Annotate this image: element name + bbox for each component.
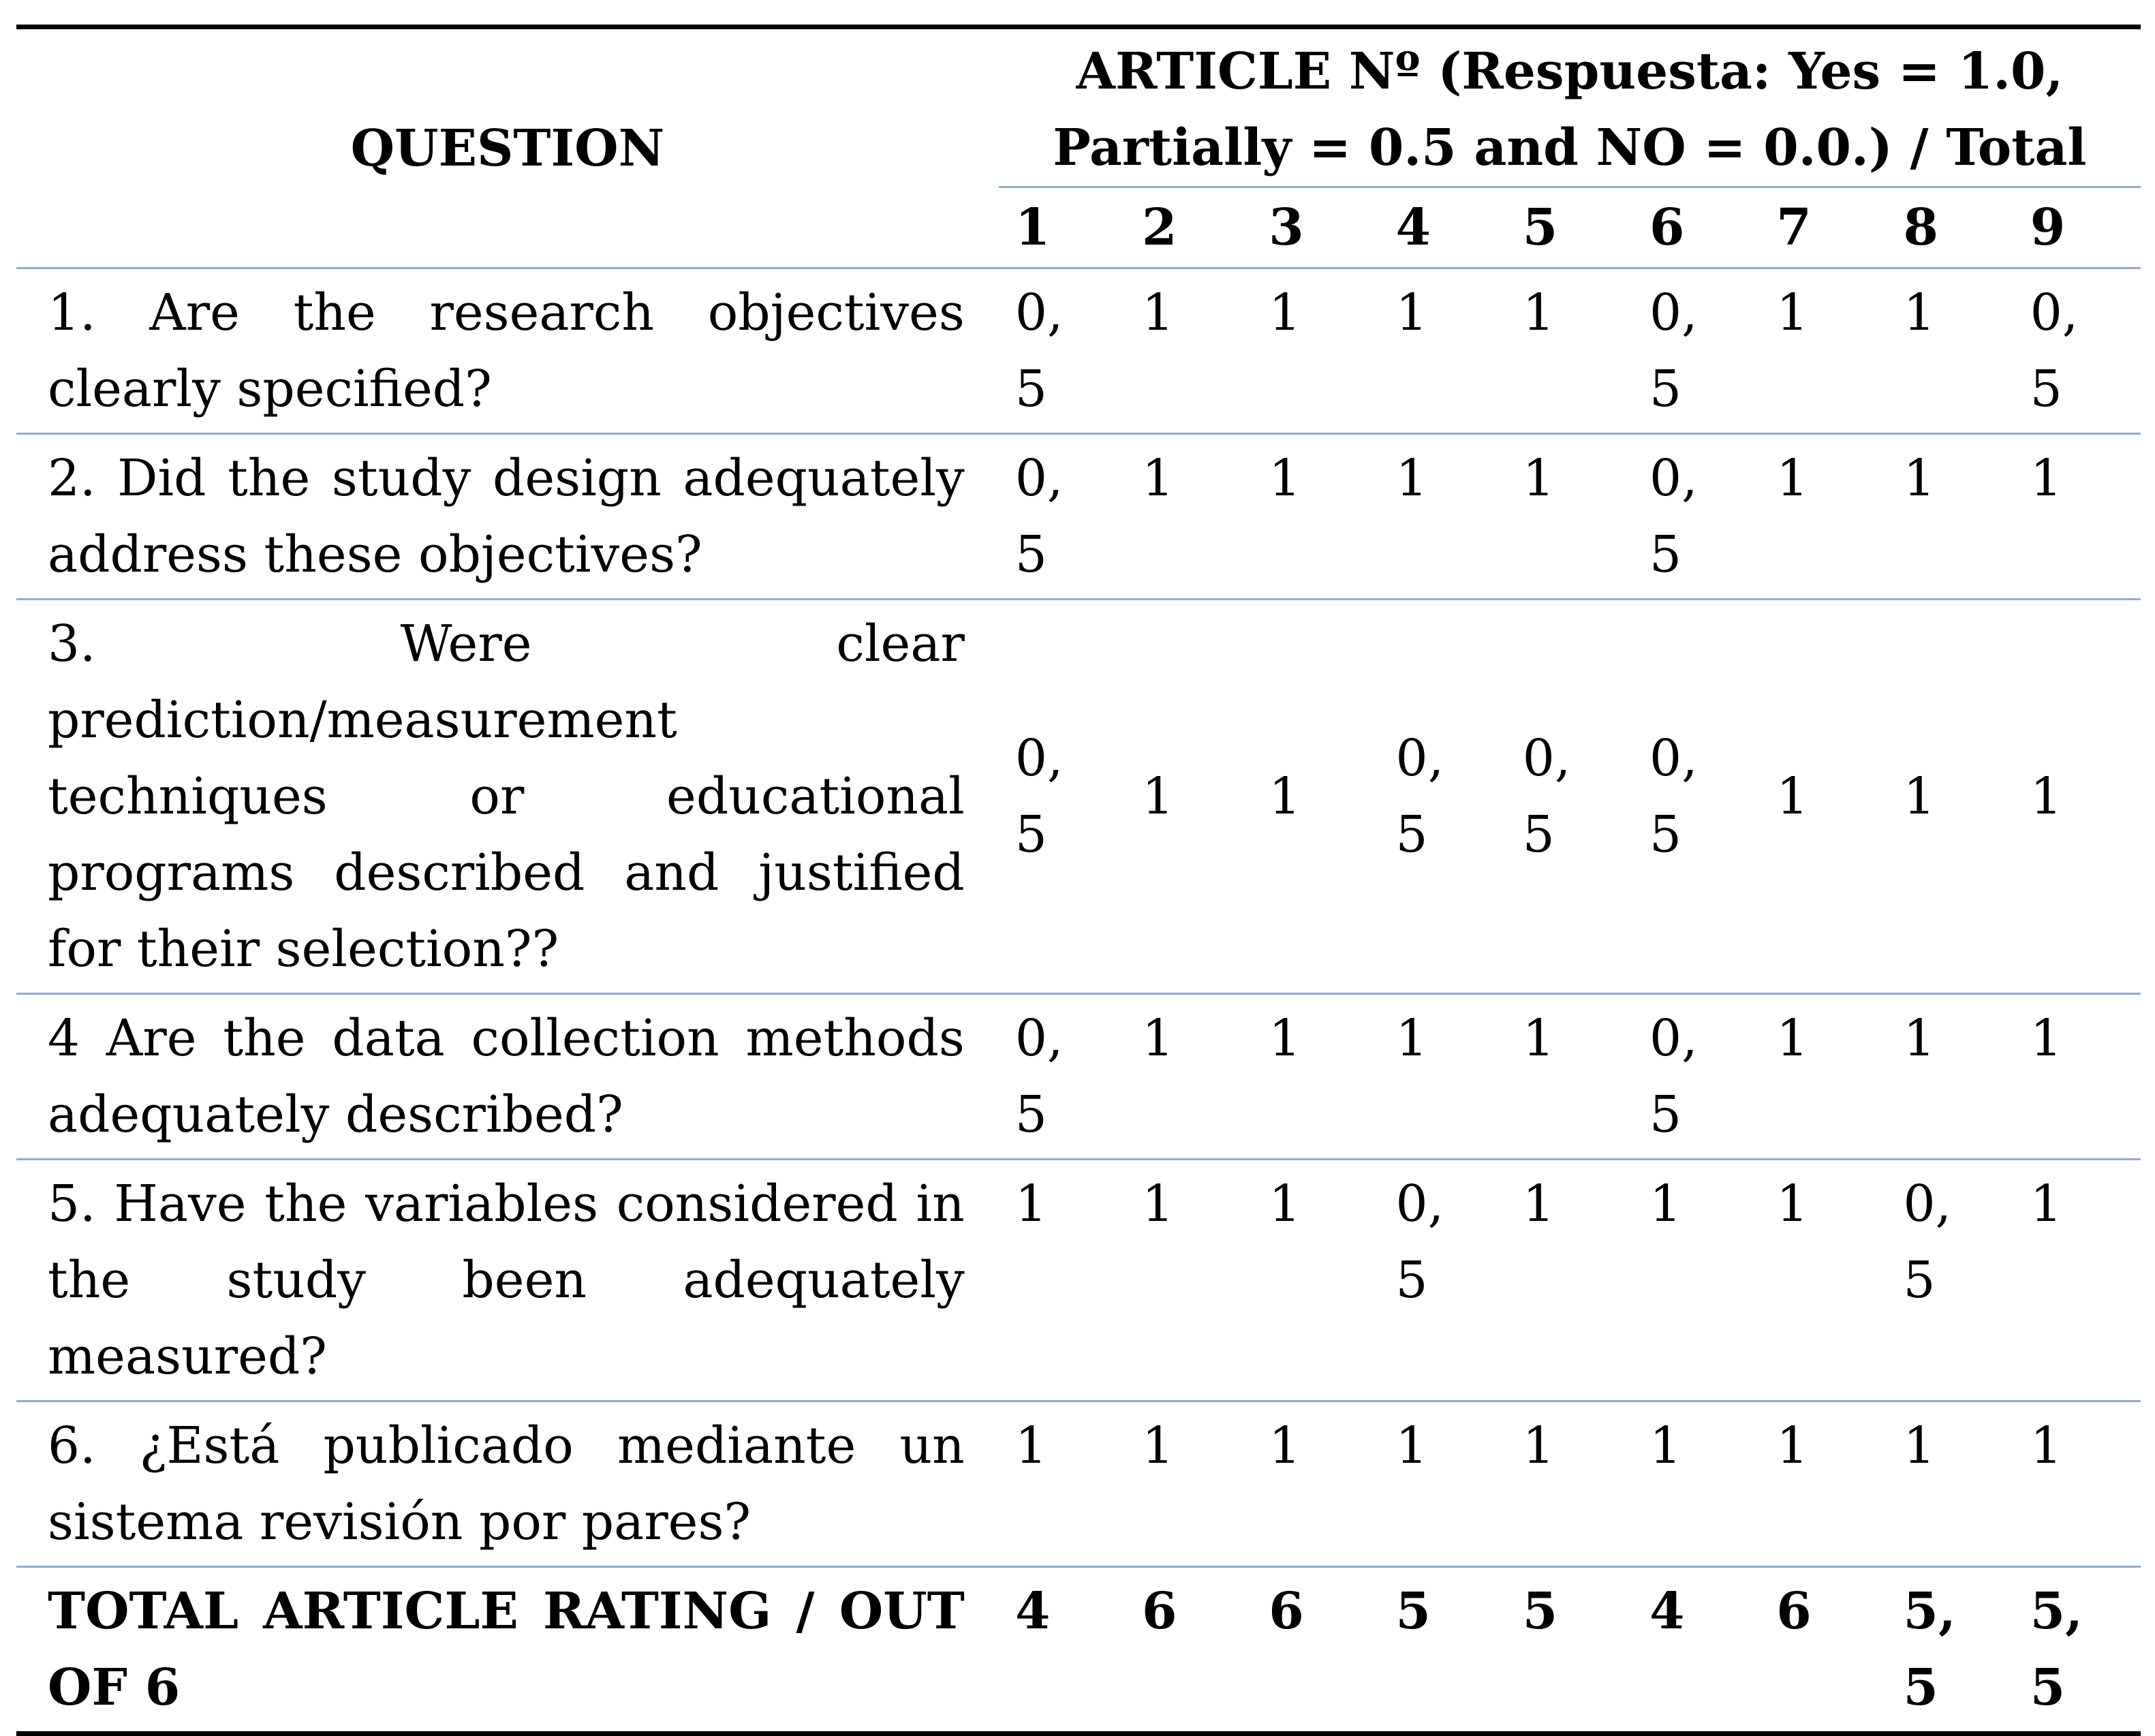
- score-value: 0,5: [1649, 449, 1698, 584]
- table-row: [16, 434, 2141, 600]
- score-cell: [1126, 600, 1252, 994]
- score-value: 0,5: [1014, 1009, 1064, 1144]
- score-cell: [1887, 600, 2013, 994]
- score-value: 1: [2030, 767, 2062, 826]
- total-score-cell: [1126, 1567, 1252, 1734]
- article-number-header: 5: [1506, 187, 1633, 268]
- score-value: 1: [1522, 1416, 1555, 1475]
- score-value: 1: [1522, 283, 1555, 342]
- total-row: [16, 1567, 2141, 1734]
- score-cell: [1633, 994, 1760, 1160]
- table-row: [16, 1160, 2141, 1401]
- total-score-value: 5: [1522, 1582, 1558, 1641]
- total-score-cell: [1760, 1567, 1887, 1734]
- score-value: 1: [1903, 449, 1936, 508]
- total-score-cell: [1506, 1567, 1633, 1734]
- table-row: [16, 994, 2141, 1160]
- article-number-header: 7: [1760, 187, 1887, 268]
- score-value: 1: [2030, 1416, 2062, 1475]
- score-value: 1: [1903, 1009, 1936, 1068]
- score-cell: [999, 994, 1126, 1160]
- question-cell: 2. Did the study design adequately address these objectives?: [16, 434, 999, 600]
- score-cell: [1380, 1401, 1506, 1567]
- total-score-cell: [2014, 1567, 2141, 1734]
- score-value: 1: [1522, 1175, 1555, 1233]
- score-cell: [1760, 600, 1887, 994]
- score-value: 1: [1142, 449, 1175, 508]
- score-cell: [1126, 268, 1252, 434]
- question-column-header: QUESTION: [16, 27, 999, 268]
- score-cell: [1887, 1401, 2013, 1567]
- total-score-value: 5,5: [2030, 1582, 2083, 1717]
- total-label: TOTAL ARTICLE RATING / OUT OF 6: [16, 1567, 999, 1734]
- score-value: 1: [1142, 1175, 1175, 1233]
- score-cell: [1633, 1160, 1760, 1401]
- score-cell: [1126, 434, 1252, 600]
- score-value: 0,5: [1014, 729, 1064, 864]
- article-column-header: ARTICLE Nº (Respuesta: Yes = 1.0, Partially = 0.5 and NO = 0.0.) / Total: [999, 27, 2141, 187]
- score-value: 1: [1522, 1009, 1555, 1068]
- score-value: 0,5: [1522, 729, 1571, 864]
- total-score-cell: [1633, 1567, 1760, 1734]
- score-cell: [1506, 434, 1633, 600]
- score-value: 1: [1903, 283, 1936, 342]
- total-score-value: 4: [1014, 1582, 1051, 1641]
- score-cell: [1633, 268, 1760, 434]
- score-value: 1: [1142, 1009, 1175, 1068]
- score-value: 1: [1776, 1175, 1809, 1233]
- score-value: 0,5: [2030, 283, 2079, 418]
- article-number-header: 9: [2014, 187, 2141, 268]
- score-cell: [1126, 1160, 1252, 1401]
- score-cell: [2014, 1160, 2141, 1401]
- score-value: 1: [1269, 767, 1301, 826]
- score-cell: [2014, 1401, 2141, 1567]
- score-value: 1: [1395, 1416, 1428, 1475]
- score-cell: [1126, 994, 1252, 1160]
- score-cell: [1633, 1401, 1760, 1567]
- score-value: 1: [1269, 1416, 1301, 1475]
- score-cell: [1252, 1401, 1379, 1567]
- quality-assessment-table-container: [16, 25, 2141, 1736]
- score-value: 0,5: [1903, 1175, 1952, 1309]
- article-number-header: 8: [1887, 187, 2013, 268]
- question-cell: 5. Have the variables considered in the study been adequately measured?: [16, 1160, 999, 1401]
- score-cell: [1887, 434, 2013, 600]
- score-value: 1: [1522, 449, 1555, 508]
- score-cell: [1252, 600, 1379, 994]
- score-value: 1: [1269, 1175, 1301, 1233]
- score-value: 1: [2030, 1175, 2062, 1233]
- article-number-header: 3: [1252, 187, 1379, 268]
- table-row: [16, 268, 2141, 434]
- score-value: 1: [1395, 1009, 1428, 1068]
- total-score-cell: [999, 1567, 1126, 1734]
- question-cell: 1. Are the research objectives clearly specified?: [16, 268, 999, 434]
- article-number-header: 1: [999, 187, 1126, 268]
- score-cell: [1506, 268, 1633, 434]
- question-cell: 3. Were clear prediction/measurement techniques or educational programs described and justified for their selection??: [16, 600, 999, 994]
- score-value: 1: [1395, 449, 1428, 508]
- score-cell: [999, 1401, 1126, 1567]
- total-score-value: 6: [1776, 1582, 1812, 1641]
- total-score-value: 5: [1395, 1582, 1431, 1641]
- score-cell: [1252, 268, 1379, 434]
- score-cell: [2014, 268, 2141, 434]
- score-value: 1: [2030, 1009, 2062, 1068]
- score-value: 1: [1903, 1416, 1936, 1475]
- score-value: 1: [1776, 767, 1809, 826]
- table-row: [16, 600, 2141, 994]
- total-score-value: 5,5: [1903, 1582, 1956, 1717]
- quality-assessment-table: [16, 25, 2141, 1736]
- score-value: 1: [1142, 283, 1175, 342]
- score-cell: [999, 434, 1126, 600]
- score-cell: [1126, 1401, 1252, 1567]
- score-cell: [999, 268, 1126, 434]
- score-cell: [2014, 600, 2141, 994]
- score-cell: [1506, 600, 1633, 994]
- score-cell: [1380, 600, 1506, 994]
- score-value: 1: [1903, 767, 1936, 826]
- score-value: 0,5: [1014, 283, 1064, 418]
- table-body: [16, 268, 2141, 1734]
- article-number-header: 6: [1633, 187, 1760, 268]
- score-cell: [1887, 1160, 2013, 1401]
- score-value: 0,5: [1395, 1175, 1444, 1309]
- score-value: 1: [1395, 283, 1428, 342]
- score-cell: [1380, 434, 1506, 600]
- score-value: 0,5: [1014, 449, 1064, 584]
- score-value: 1: [1269, 283, 1301, 342]
- score-cell: [1760, 268, 1887, 434]
- score-cell: [1506, 1401, 1633, 1567]
- score-cell: [1380, 994, 1506, 1160]
- score-value: 1: [1014, 1175, 1047, 1233]
- score-value: 1: [1142, 767, 1175, 826]
- article-number-header: 2: [1126, 187, 1252, 268]
- total-score-value: 6: [1269, 1582, 1304, 1641]
- total-score-cell: [1887, 1567, 2013, 1734]
- score-cell: [2014, 434, 2141, 600]
- score-value: 0,5: [1649, 729, 1698, 864]
- score-cell: [1760, 1160, 1887, 1401]
- score-cell: [1633, 600, 1760, 994]
- total-score-value: 4: [1649, 1582, 1685, 1641]
- question-cell: 4 Are the data collection methods adequately described?: [16, 994, 999, 1160]
- score-cell: [1887, 268, 2013, 434]
- score-value: 1: [1649, 1416, 1682, 1475]
- score-value: 1: [2030, 449, 2062, 508]
- total-score-cell: [1252, 1567, 1379, 1734]
- score-value: 1: [1142, 1416, 1175, 1475]
- score-value: 1: [1776, 1009, 1809, 1068]
- score-value: 1: [1776, 283, 1809, 342]
- score-cell: [999, 1160, 1126, 1401]
- score-value: 1: [1776, 449, 1809, 508]
- score-value: 1: [1269, 449, 1301, 508]
- score-value: 0,5: [1649, 1009, 1698, 1144]
- score-value: 1: [1014, 1416, 1047, 1475]
- score-cell: [1252, 994, 1379, 1160]
- score-value: 0,5: [1649, 283, 1698, 418]
- score-cell: [1887, 994, 2013, 1160]
- score-cell: [1252, 1160, 1379, 1401]
- score-value: 1: [1649, 1175, 1682, 1233]
- score-cell: [1506, 994, 1633, 1160]
- score-cell: [2014, 994, 2141, 1160]
- total-score-cell: [1380, 1567, 1506, 1734]
- score-value: 1: [1269, 1009, 1301, 1068]
- score-cell: [1380, 1160, 1506, 1401]
- header-row: [16, 27, 2141, 187]
- score-cell: [1633, 434, 1760, 600]
- score-cell: [1760, 434, 1887, 600]
- score-cell: [1760, 1401, 1887, 1567]
- score-cell: [1506, 1160, 1633, 1401]
- article-number-header: 4: [1380, 187, 1506, 268]
- score-value: 1: [1776, 1416, 1809, 1475]
- score-cell: [1760, 994, 1887, 1160]
- score-cell: [999, 600, 1126, 994]
- question-cell: 6. ¿Está publicado mediante un sistema revisión por pares?: [16, 1401, 999, 1567]
- score-cell: [1252, 434, 1379, 600]
- score-value: 0,5: [1395, 729, 1444, 864]
- score-cell: [1380, 268, 1506, 434]
- table-row: [16, 1401, 2141, 1567]
- total-score-value: 6: [1142, 1582, 1177, 1641]
